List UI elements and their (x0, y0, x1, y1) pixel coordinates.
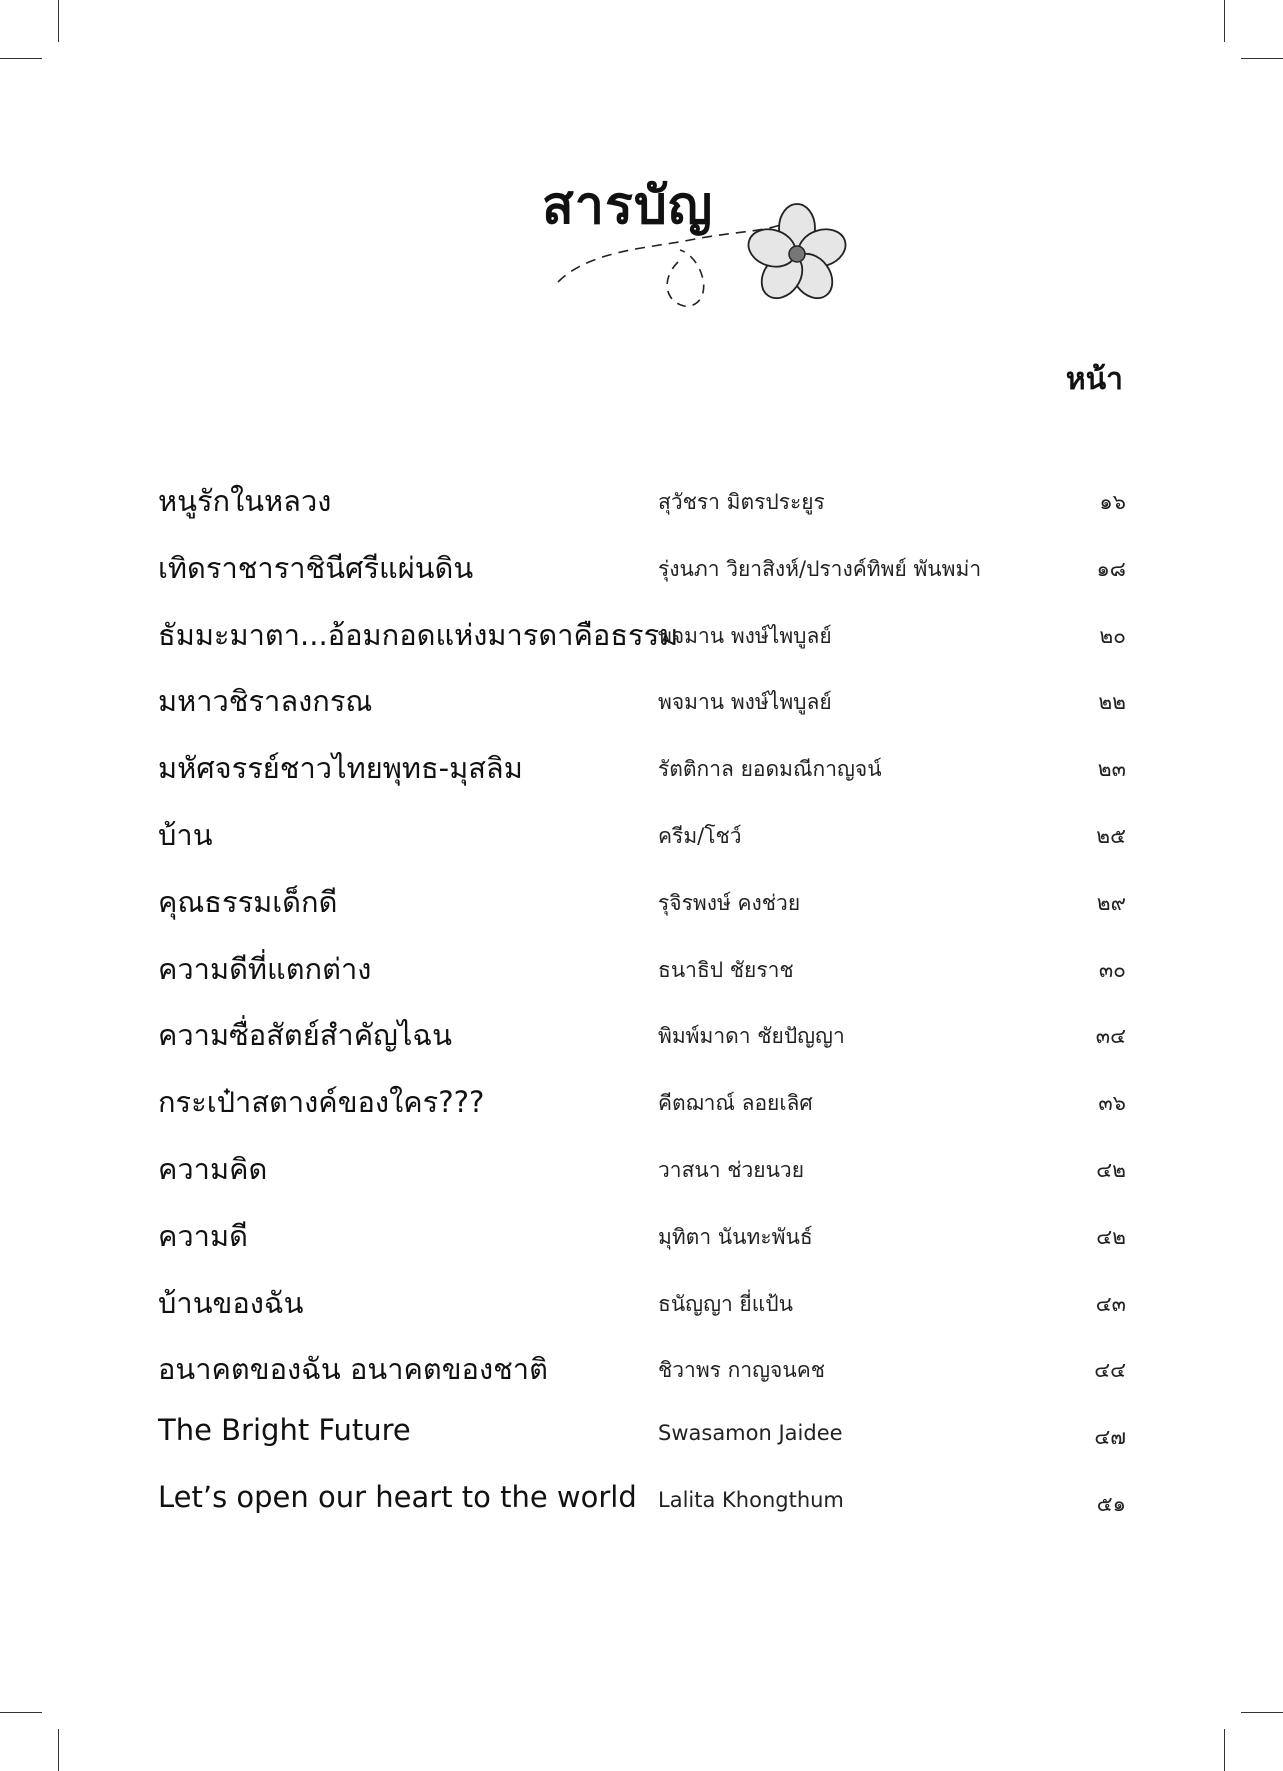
toc-entry-title: กระเป๋าสตางค์ของใคร??? (158, 1085, 485, 1120)
toc-entry-page-number: ๓๔ (1095, 1024, 1126, 1049)
table-of-contents (158, 478, 1126, 1547)
toc-entry[interactable] (158, 1480, 1126, 1547)
toc-entry-author: ครีม/โชว์ (658, 823, 742, 848)
toc-entry-title: มหาวชิราลงกรณ (158, 684, 373, 719)
toc-entry-author: รุ่งนภา วิยาสิงห์/ปรางค์ทิพย์ พันพม่า (658, 556, 982, 581)
toc-entry-title: บ้านของฉัน (158, 1285, 304, 1320)
toc-entry-page-number: ๓๐ (1098, 957, 1126, 982)
toc-entry[interactable] (158, 1012, 1126, 1079)
crop-mark-bottom-right-horizontal (1241, 1712, 1283, 1713)
crop-mark-bottom-right-vertical (1224, 1729, 1225, 1771)
toc-entry-title: ความดี (158, 1218, 248, 1253)
toc-entry[interactable] (158, 745, 1126, 812)
crop-mark-top-right-horizontal (1241, 58, 1283, 59)
toc-entry-page-number: ๔๗ (1094, 1425, 1126, 1450)
page-title: สารบัญ (542, 176, 714, 236)
toc-entry-title: ความดีที่แตกต่าง (158, 951, 372, 986)
toc-entry-page-number: ๕๑ (1096, 1491, 1126, 1516)
toc-entry[interactable] (158, 1280, 1126, 1347)
toc-entry-title: มหัศจรรย์ชาวไทยพุทธ-มุสลิม (158, 751, 523, 786)
toc-entry-title: เทิดราชาราชินีศรีแผ่นดิน (158, 550, 474, 585)
toc-entry-author: วาสนา ช่วยนวย (658, 1157, 805, 1182)
toc-entry-page-number: ๒๒ (1098, 690, 1126, 715)
toc-entry-page-number: ๔๒ (1096, 1224, 1126, 1249)
toc-entry-page-number: ๒๕ (1096, 823, 1126, 848)
toc-entry[interactable] (158, 478, 1126, 545)
toc-entry-title: ความคิด (158, 1151, 268, 1186)
toc-entry-author: รัตติกาล ยอดมณีกาญจน์ (658, 757, 882, 782)
toc-entry[interactable] (158, 1413, 1126, 1480)
toc-entry-page-number: ๔๓ (1095, 1291, 1126, 1316)
toc-entry-page-number: ๓๖ (1098, 1091, 1126, 1116)
toc-entry[interactable] (158, 1146, 1126, 1213)
toc-entry-page-number: ๔๔ (1094, 1358, 1126, 1383)
toc-entry[interactable] (158, 678, 1126, 745)
toc-entry-title: The Bright Future (158, 1413, 411, 1448)
toc-entry[interactable] (158, 812, 1126, 879)
toc-entry-author: ธนาธิป ชัยราช (658, 957, 794, 982)
toc-entry-title: คุณธรรมเด็กดี (158, 884, 338, 919)
toc-entry-page-number: ๑๘ (1096, 556, 1126, 581)
toc-entry[interactable] (158, 1079, 1126, 1146)
crop-mark-top-left-vertical (58, 0, 59, 42)
toc-entry-author: ชิวาพร กาญจนคช (658, 1358, 825, 1383)
toc-title-block (530, 170, 870, 320)
toc-entry-author: สุวัชรา มิตรประยูร (658, 490, 825, 514)
page-column-label: หน้า (1065, 362, 1123, 397)
toc-entry-page-number: ๔๒ (1096, 1157, 1126, 1182)
toc-entry[interactable] (158, 879, 1126, 946)
toc-entry-title: ธัมมะมาตา...อ้อมกอดแห่งมารดาคือธรรม (158, 617, 679, 652)
crop-mark-top-left-horizontal (0, 58, 42, 59)
toc-entry[interactable] (158, 545, 1126, 612)
crop-mark-bottom-left-vertical (58, 1729, 59, 1771)
toc-entry-author: พิมพ์มาดา ชัยปัญญา (658, 1024, 845, 1049)
toc-entry[interactable] (158, 612, 1126, 679)
toc-entry-title: Let’s open our heart to the world (158, 1479, 637, 1514)
toc-entry-page-number: ๒๙ (1096, 890, 1126, 915)
crop-mark-top-right-vertical (1224, 0, 1225, 42)
toc-entry-page-number: ๑๖ (1099, 490, 1126, 514)
toc-entry[interactable] (158, 1346, 1126, 1413)
toc-entry-title: อนาคตของฉัน อนาคตของชาติ (158, 1352, 548, 1387)
toc-entry-author: ธนัญญา ยี่แป้น (658, 1291, 793, 1316)
toc-entry-page-number: ๒๐ (1099, 623, 1126, 648)
toc-entry-author: รุจิรพงษ์ คงช่วย (658, 890, 801, 915)
crop-mark-bottom-left-horizontal (0, 1712, 42, 1713)
toc-entry-author: คีตฌาณ์ ลอยเลิศ (658, 1091, 813, 1116)
toc-entry-author: Swasamon Jaidee (658, 1421, 843, 1446)
toc-entry-author: Lalita Khongthum (658, 1487, 844, 1512)
toc-entry[interactable] (158, 1213, 1126, 1280)
toc-entry-page-number: ๒๓ (1097, 757, 1126, 782)
toc-entry-author: พจมาน พงษ์ไพบูลย์ (658, 623, 832, 648)
toc-entry-author: พจมาน พงษ์ไพบูลย์ (658, 690, 832, 715)
toc-entry-title: ความซื่อสัตย์สำคัญไฉน (158, 1018, 452, 1053)
toc-entry-author: มุทิตา นันทะพันธ์ (658, 1224, 813, 1249)
toc-entry-title: บ้าน (158, 817, 213, 852)
toc-entry[interactable] (158, 946, 1126, 1013)
toc-entry-title: หนูรักในหลวง (158, 484, 332, 518)
